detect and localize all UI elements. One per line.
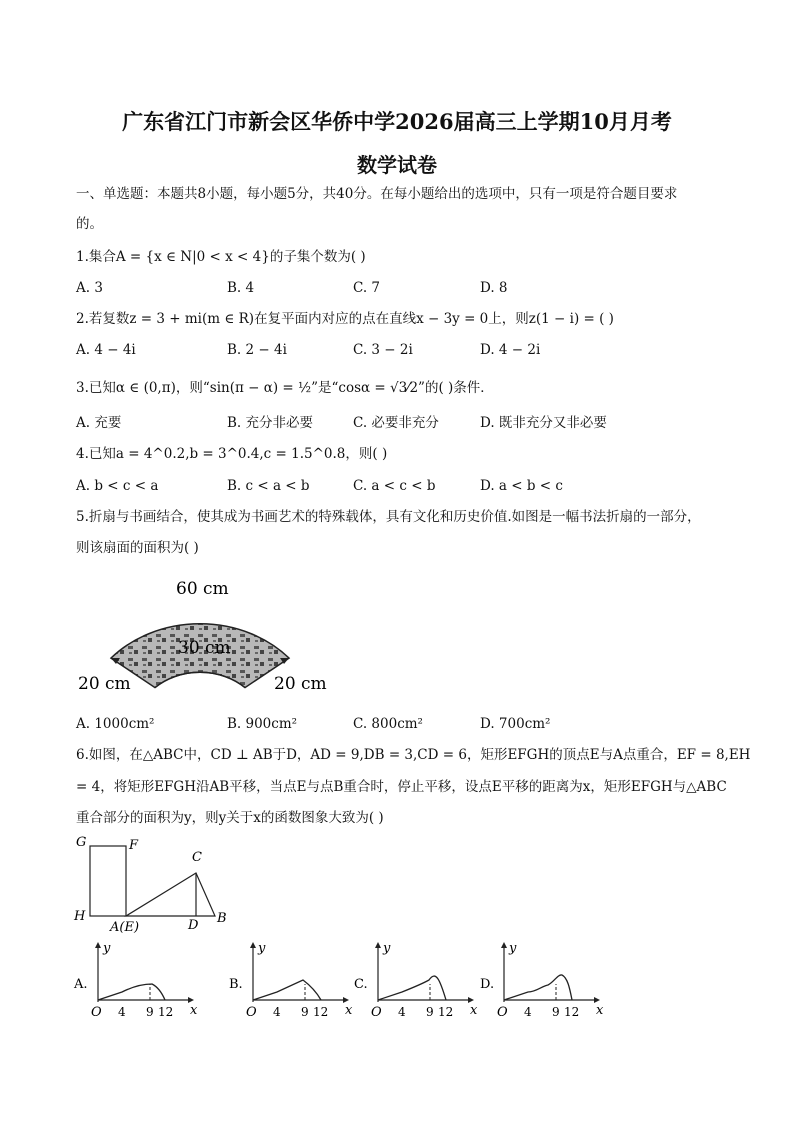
fan-right-label: 20 cm bbox=[274, 674, 327, 694]
q2-option-b[interactable]: B. 2 − 4i bbox=[227, 342, 287, 358]
graph-option-c[interactable] bbox=[350, 940, 480, 1020]
option-letter: D. bbox=[480, 977, 495, 992]
fan-mid-label: 30 cm bbox=[178, 638, 231, 658]
q1-stem: 1.集合A = {x ∈ N|0 < x < 4}的子集个数为( ) bbox=[76, 249, 366, 265]
label-c: C bbox=[192, 850, 202, 865]
triangle-abc bbox=[126, 873, 215, 916]
q2-stem: 2.若复数z = 3 + mi(m ∈ R)在复平面内对应的点在直线x − 3y = 0上，则z(1 − i) = ( ) bbox=[76, 311, 614, 327]
q6-stem: 6.如图，在△ABC中，CD ⊥ AB于D，AD = 9,DB = 3,CD = 6，矩形EFGH的顶点E与A点重合，EF = 8,EH bbox=[76, 747, 751, 763]
tick-9: 9 bbox=[426, 1005, 434, 1019]
function-curve bbox=[98, 984, 165, 1000]
tick-4: 4 bbox=[398, 1005, 406, 1019]
q4-stem: 4.已知a = 4^0.2,b = 3^0.4,c = 1.5^0.8，则( ) bbox=[76, 446, 388, 462]
q5-option-c[interactable]: C. 800cm² bbox=[353, 716, 423, 732]
q5-stem-cont: 则该扇面的面积为( ) bbox=[76, 540, 199, 556]
function-curve bbox=[504, 975, 572, 1000]
section-heading-cont: 的。 bbox=[76, 216, 103, 232]
y-label: y bbox=[258, 941, 266, 956]
graph-option-b[interactable] bbox=[225, 940, 355, 1020]
page-title: 广东省江门市新会区华侨中学2026届高三上学期10月月考 bbox=[122, 109, 672, 134]
fan-left-label: 20 cm bbox=[78, 674, 131, 694]
q4-option-c[interactable]: C. a < c < b bbox=[353, 478, 436, 494]
tick-4: 4 bbox=[118, 1005, 126, 1019]
option-letter: A. bbox=[74, 977, 88, 992]
q3-option-a[interactable]: A. 充要 bbox=[76, 415, 122, 431]
x-label: x bbox=[345, 1003, 353, 1018]
q3-option-c[interactable]: C. 必要非充分 bbox=[353, 415, 439, 431]
function-curve bbox=[378, 976, 446, 1000]
origin-label: O bbox=[371, 1005, 382, 1020]
q4-option-d[interactable]: D. a < b < c bbox=[480, 478, 563, 494]
page-subtitle: 数学试卷 bbox=[357, 153, 437, 177]
q5-option-d[interactable]: D. 700cm² bbox=[480, 716, 551, 732]
q4-option-b[interactable]: B. c < a < b bbox=[227, 478, 310, 494]
tick-4: 4 bbox=[273, 1005, 281, 1019]
label-g: G bbox=[76, 835, 87, 850]
option-letter: C. bbox=[354, 977, 368, 992]
y-label: y bbox=[509, 941, 517, 956]
graph-option-d[interactable] bbox=[476, 940, 606, 1020]
q5-stem: 5.折扇与书画结合，使其成为书画艺术的特殊载体，具有文化和历史价值.如图是一幅书法折扇的一部分， bbox=[76, 509, 701, 525]
q3-option-b[interactable]: B. 充分非必要 bbox=[227, 415, 314, 431]
q1-option-c[interactable]: C. 7 bbox=[353, 280, 381, 296]
section-heading: 一、单选题：本题共8小题，每小题5分，共40分。在每小题给出的选项中，只有一项是符合题目要求 bbox=[76, 186, 678, 202]
q2-option-c[interactable]: C. 3 − 2i bbox=[353, 342, 413, 358]
label-h: H bbox=[74, 909, 86, 924]
label-d: D bbox=[188, 918, 199, 933]
function-curve bbox=[253, 980, 321, 1000]
origin-label: O bbox=[497, 1005, 508, 1020]
triangle-rect-figure bbox=[70, 832, 240, 940]
x-label: x bbox=[470, 1003, 478, 1018]
q1-option-a[interactable]: A. 3 bbox=[76, 280, 103, 296]
q4-option-a[interactable]: A. b < c < a bbox=[76, 478, 159, 494]
x-label: x bbox=[190, 1003, 198, 1018]
q3-option-d[interactable]: D. 既非充分又非必要 bbox=[480, 415, 607, 431]
y-label: y bbox=[383, 941, 391, 956]
fan-figure bbox=[70, 572, 350, 700]
fan-top-label: 60 cm bbox=[176, 579, 229, 599]
label-f: F bbox=[129, 838, 139, 853]
y-axis-arrow-icon bbox=[375, 942, 381, 948]
origin-label: O bbox=[246, 1005, 257, 1020]
graph-option-a[interactable] bbox=[70, 940, 200, 1020]
q1-option-b[interactable]: B. 4 bbox=[227, 280, 255, 296]
tick-12: 12 bbox=[313, 1005, 329, 1019]
tick-9: 9 bbox=[146, 1005, 154, 1019]
q3-stem: 3.已知α ∈ (0,π)，则“sin(π − α) = ½”是“cosα = √3⁄2”的( )条件． bbox=[76, 380, 494, 396]
tick-12: 12 bbox=[158, 1005, 174, 1019]
label-ae: A(E) bbox=[110, 920, 140, 935]
tick-4: 4 bbox=[524, 1005, 532, 1019]
q2-option-d[interactable]: D. 4 − 2i bbox=[480, 342, 541, 358]
y-axis-arrow-icon bbox=[250, 942, 256, 948]
q5-option-b[interactable]: B. 900cm² bbox=[227, 716, 298, 732]
y-label: y bbox=[103, 941, 111, 956]
tick-12: 12 bbox=[438, 1005, 454, 1019]
q1-option-d[interactable]: D. 8 bbox=[480, 280, 508, 296]
q6-stem-cont1: = 4，将矩形EFGH沿AB平移，当点E与点B重合时，停止平移，设点E平移的距离为x，矩形EFGH与△ABC bbox=[76, 779, 727, 795]
y-axis-arrow-icon bbox=[95, 942, 101, 948]
q5-option-a[interactable]: A. 1000cm² bbox=[76, 716, 155, 732]
tick-12: 12 bbox=[564, 1005, 580, 1019]
label-b: B bbox=[217, 911, 227, 926]
q2-option-a[interactable]: A. 4 − 4i bbox=[76, 342, 136, 358]
rect-efgh bbox=[90, 846, 126, 916]
q6-stem-cont2: 重合部分的面积为y，则y关于x的函数图象大致为( ) bbox=[76, 810, 384, 826]
y-axis-arrow-icon bbox=[501, 942, 507, 948]
tick-9: 9 bbox=[301, 1005, 309, 1019]
tick-9: 9 bbox=[552, 1005, 560, 1019]
x-label: x bbox=[596, 1003, 604, 1018]
origin-label: O bbox=[91, 1005, 102, 1020]
option-letter: B. bbox=[229, 977, 243, 992]
